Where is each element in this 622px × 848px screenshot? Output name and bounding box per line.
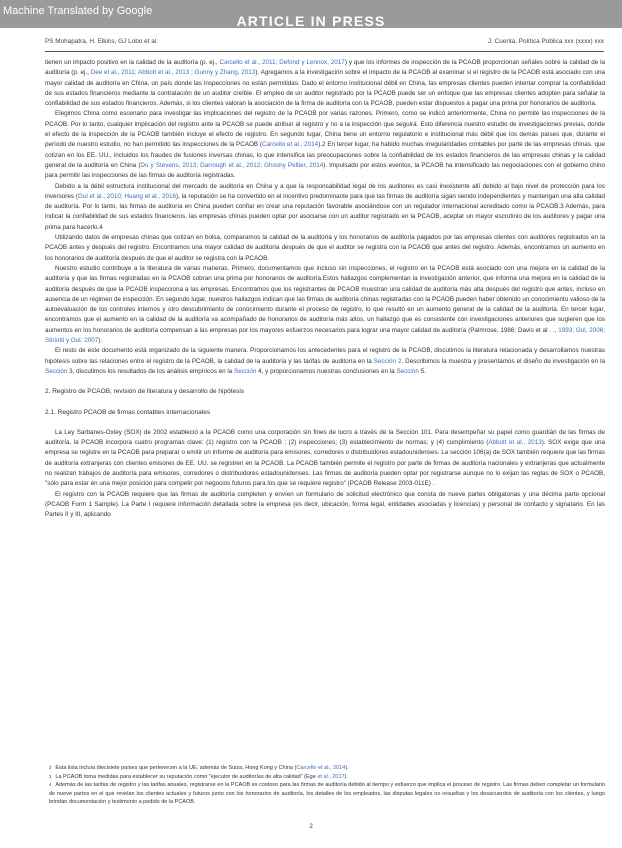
citation-link[interactable]: Sección [45,367,68,375]
footnote-number: 3 [49,773,52,779]
running-head [45,38,604,50]
footnote-number: 2 [49,765,52,770]
body-paragraph: Utilizando datos de empresas chinas que cotizan en bolsa, comparamos la calidad de la auditoría y los honorarios de auditoría pagados por las empresas clientes con auditores registrados en la PCAOB antes y después del registro. Encontramos una mayor calidad de auditoría después de que el auditor se registra con la PCAOB que antes del registro. Además, encontramos un aumento en los honorarios de auditoría después de que el auditor se registra con la PCAOB. [45,234,605,262]
article-in-press-label: ARTICLE IN PRESS [236,13,386,29]
footnote-number: 4 [49,782,52,788]
page-number: 2 [309,823,313,830]
running-head-authors: PS Mohapatra, H. Elkins, GJ Lobo et al. [45,38,158,45]
machine-translation-label: Machine Translated by Google [3,5,153,17]
citation-link[interactable]: 1993; Gul, 2006; Stiriotti y Gul, 2007 [45,326,605,345]
citation-link[interactable]: Gul et al., 2010; Huang et al., 2016 [77,192,176,200]
citation-link[interactable]: et al., 2017 [317,773,345,780]
citation-link[interactable]: Carcello et al., 2014 [262,141,319,149]
machine-translation-banner [0,0,622,28]
footnote: $^3$ La PCAOB toma medidas para establecer su reputación como "ejecutor de auditorías de alta calidad" (Ege et al., 2017). [49,773,348,780]
citation-link[interactable]: Carcello et al., 2011; Defond y Lennox, 2017 [219,59,345,66]
body-paragraph: El resto de este documento está organizado de la siguiente manera. Proporcionamos los antecedentes para el registro de la PCAOB, discutimos la literatura relacionada y desarrollamos nuestras hipótesis sobre las relaciones entre el registro de la PCAOB, la calidad de la auditoría y las tarifas de auditoría en la Sección 2. Describimos la muestra y presentamos el diseño de investigación en la Sección 3, discutimos los resultados de los análisis empíricos en la Sección 4, y proporcionamos nuestras conclusiones en la Sección 5. [45,347,605,375]
citation-link[interactable]: Carcello et al., 2014 [296,765,346,771]
article-body [45,58,605,520]
citation-link[interactable]: Du y Stevens, 2013; Darrough et al., 2012; Ghoshy Peltier, 2014 [140,161,324,169]
subsection-heading: 2.1. Registro PCAOB de firmas contables internacionales [45,408,211,416]
body-paragraph: tienen un impacto positivo en la calidad de la auditoría (p. ej., Carcello et al., 2011; Defond y Lennox, 2017) y que los informes de inspección de la PCAOB proporcionan señales sobre la calidad de la auditoría (p. ej., Dee et al., 2011; Abbott et al., 2013 ; Gunny y Zhang, 2013). Agregamos a la investigación sobre el impacto de la PCAOB al examinar si el registro de la PCAOB está asociado con una mayor calidad de auditoría en China, un país donde las inspecciones no están permitidas. Dado el entorno institucional débil en China, las empresas clientes pueden intentar comprar la confiabilidad de sus estados financieros mediante la contratación de un auditor creíble. El empleo de un auditor registrado por la PCAOB puede ser un enfoque que las empresas clientes adopten para señalar la confiabilidad de sus estados financieros. Además, si los clientes valoran la asociación de la firma de auditoría con la PCAOB, pueden estar dispuestos a pagar una prima por honorarios de auditoría. [45,59,606,108]
header-rule [45,51,604,52]
body-paragraph: Nuestro estudio contribuye a la literatura de varias maneras. Primero, documentamos que incluso sin inspecciones, el registro en la PCAOB está asociado con una mejora en la calidad de la auditoría y que las firmas registradas en la PCAOB cobran una prima por honorarios de auditoría.Estos hallazgos complementan la investigación anterior, que informa una mejora en la calidad de la auditoría después de que la PCAOB inspecciona a las empresas. Encontramos que los registrantes de PCAOB muestran una calidad de auditoría más alta después del registro que antes, incluso en ausencia de un régimen de inspección. En segundo lugar, nuestros hallazgos indican que las firmas de auditoría chinas registradas con la PCAOB pueden haber obtenido un conocimiento valioso de la autoevaluación de los controles internos y otro descubrimiento de conocimiento durante el proceso de registro, lo que resultó en un aumento general de la calidad de la auditoría. En tercer lugar, encontramos que el aumento en la calidad de la auditoría va acompañado de honorarios de auditoría más altos, un hallazgo que es consistente con investigaciones anteriores que sugieren que los aumentos en los honorarios de auditoría compensan a las empresas por los mayores esfuerzos necesarios para lograr una mayor calidad de auditoría (Palmrose, 1986; Davis et al . ., 1993; Gul, 2006; Stiriotti y Gul, 2007). [45,264,605,345]
body-paragraph: La Ley Sarbanes-Oxley (SOX) de 2002 estableció a la PCAOB como una corporación sin fines de lucro a través de la Sección 101. Para desempeñar su papel como guardián de las firmas de auditoría, la PCAOB incorpora cuatro programas clave: (1) registro con la PCAOB ; (2) inspecciones; (3) establecimiento de normas; y (4) cumplimiento (Abbott et al., 2013). SOX exige que una empresa se registre en la PCAOB para preparar o emitir un informe de auditoría para emisores, corredores o distribuidores estadounidenses. La sección 106(a) de SOX también requiere que las firmas de auditoría extranjeras con clientes emisores de EE. UU. se registren en la PCAOB. La PCAOB también permite el registro por parte de firmas de auditoría nacionales y extranjeras que actualmente no realizan trabajos de auditoría para emisores, corredores o distribuidores estadounidenses. Las firmas de auditoría pueden optar por registrarse aunque no lo exijan las reglas de SOX o PCAOB, "sólo para estar en una mejor posición para competir por negocios futuros para los que se requiere registro" (PCAOB Release 2003-011E) . [45,428,606,488]
body-paragraph: Debido a la débil estructura institucional del mercado de auditoría en China y a que la responsabilidad legal de los auditores es casi inexistente allí debido al bajo nivel de protección para los inversores (Gul et al., 2010; Huang et al., 2016), la reputación se ha convertido en el incentivo predominante para que las firmas de auditoría sigan siendo independientes y mantengan una alta calidad de auditoría. Por lo tanto, las firmas de auditoría en China pueden confiar en crear una reputación favorable asociándose con un regulador internacional acreditado como la PCAOB.3 Además, para indicar la confiabilidad de sus estados financieros, las empresas chinas pueden optar por asociarse con un auditor registrado en la PCAOB, aceptar un mayor escrutinio de los auditores y pagar una prima para hacerlo.4 [45,182,605,231]
running-head-journal: J. Cuenta. Política Pública xxx (xxxx) xxx [487,38,604,45]
footnote: $^4$ Además de las tarifas de registro y las tarifas anuales, registrarse en la PCAOB es costoso para las firmas de auditoría debido al tiempo y esfuerzo que implica el proceso de registro. Las firmas deben completar un formulario de nueve partes en el que revelan los clientes actuales y futuros junto con los honorarios de auditoría, los detalles de los empleados, las disputas legales no resueltas y los desacuerdos de auditoría con los clientes, y luego brindan documentación y testimonio a pedido de la PCAOB. [49,782,605,806]
footnote: $^2$ Esta lista incluía diecisiete países que pertenecen a la UE, además de Suiza, Hong Kong y China (Carcello et al., 2014). [49,765,349,771]
citation-link[interactable]: Sección [234,367,257,375]
body-paragraph: El registro con la PCAOB requiere que las firmas de auditoría completen y envíen un formulario de solicitud electrónico que consta de nueve partes obligatorias y una décima parte opcional (PCAOB Form 1 Sample). La Parte I requiere información detallada sobre la empresa (es decir, ubicación, forma legal, entidades asociadas y licencias) y personal de contacto y signatario. En las Partes II y III, aplicando [45,490,605,519]
citation-link[interactable]: Dee et al., 2011; Abbott et al., 2013 ; Gunny y Zhang, 2013 [90,69,256,77]
citation-link[interactable]: Abbott et al., 2013 [488,439,542,447]
footnotes [45,764,605,807]
body-paragraph: Elegimos China como escenario para investigar las implicaciones del registro de la PCAOB por varias razones. Primero, como se indicó anteriormente, China no permite las inspecciones de la PCAOB. Por lo tanto, cualquier implicación del registro ante la PCAOB se puede atribuir al registro y no a la inspección que seguirá. Esto diferencia nuestro estudio de investigaciones previas, donde el efecto de la inspección de la PCAOB también incluye el efecto de registro. En segundo lugar, China tiene un entorno regulatorio e institucional más débil que los demás países que, durante el período de nuestro estudio, no han permitido las inspecciones de la PCAOB (Carcello et al., 2014).2 En tercer lugar, ha habido muchas irregularidades contables por parte de las empresas chinas. que cotizan en los EE. UU., incluidos los fraudes de fusiones inversas chinas, lo que intensifica las preocupaciones sobre la confiabilidad de los estados financieros de las empresas chinas y la calidad general de la auditoría en China (Du y Stevens, 2013; Darrough et al., 2012; Ghoshy Peltier, 2014). Impulsado por estos eventos, la PCAOB ha intensificado las negociaciones con el gobierno chino para permitir las inspecciones de las firmas de auditoría registradas. [45,110,605,180]
section-heading: 2. Registro de PCAOB, revisión de literatura y desarrollo de hipótesis [45,388,245,396]
citation-link[interactable]: Sección 2 [373,357,402,365]
citation-link[interactable]: Sección [396,367,419,375]
